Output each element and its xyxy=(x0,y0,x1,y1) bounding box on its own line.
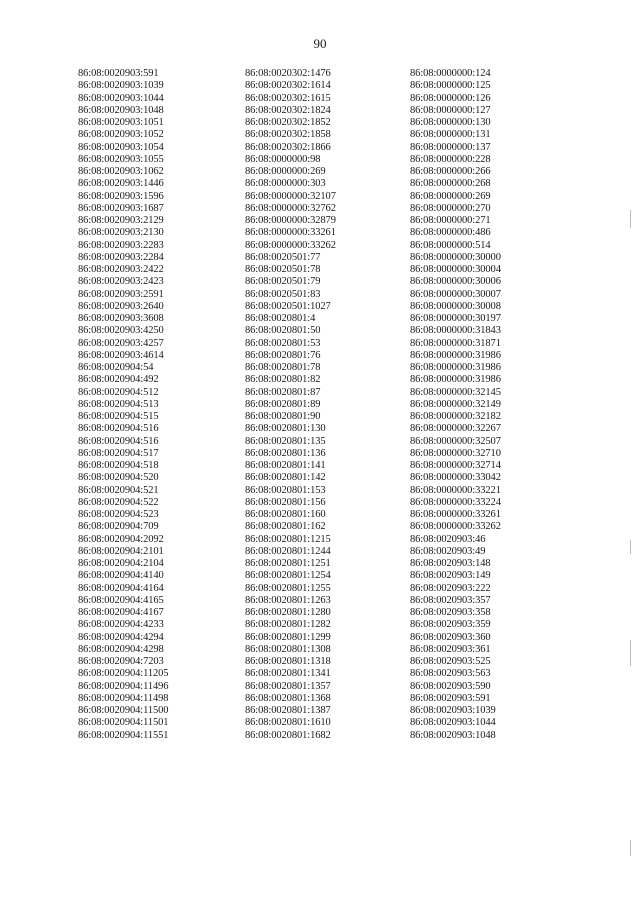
list-item: 86:08:0020801:160 xyxy=(245,509,326,520)
list-item: 86:08:0020801:87 xyxy=(245,386,321,398)
list-item: 86:08:0020903:1055 xyxy=(78,153,164,165)
scan-edge-mark xyxy=(630,210,631,228)
list-item: 86:08:0000000:137 xyxy=(410,141,491,153)
list-item: 86:08:0020904:4294 xyxy=(78,631,164,643)
list-item: 86:08:0020903:1051 xyxy=(78,117,164,128)
list-item: 86:08:0020903:222 xyxy=(410,582,491,594)
list-item: 86:08:0000000:31843 xyxy=(410,325,501,337)
list-item: 86:08:0020903:1687 xyxy=(78,202,164,214)
list-item: 86:08:0020801:90 xyxy=(245,411,321,422)
list-item: 86:08:0020801:153 xyxy=(245,484,326,496)
list-item: 86:08:0000000:130 xyxy=(410,117,491,128)
list-item: 86:08:0020903:149 xyxy=(410,570,491,582)
list-item: 86:08:0020801:50 xyxy=(245,325,321,337)
list-item: 86:08:0000000:32714 xyxy=(410,460,501,471)
list-item: 86:08:0000000:32145 xyxy=(410,386,501,398)
list-item: 86:08:0020903:1039 xyxy=(410,705,496,716)
list-item: 86:08:0000000:33261 xyxy=(410,509,501,520)
cadastral-number-list xyxy=(78,68,598,868)
list-item: 86:08:0020801:135 xyxy=(245,435,326,447)
list-item: 86:08:0020903:148 xyxy=(410,558,491,569)
list-item: 86:08:0020904:518 xyxy=(78,460,159,471)
list-item: 86:08:0020903:2284 xyxy=(78,251,164,263)
list-item: 86:08:0020801:1244 xyxy=(245,545,331,557)
list-item: 86:08:0000000:33262 xyxy=(245,239,336,251)
column-3 xyxy=(410,68,580,742)
list-item: 86:08:0000000:31986 xyxy=(410,362,501,373)
list-item: 86:08:0020801:1254 xyxy=(245,570,331,582)
list-item: 86:08:0020904:11500 xyxy=(78,705,169,716)
list-item: 86:08:0020903:591 xyxy=(410,692,491,704)
list-item: 86:08:0020801:1308 xyxy=(245,643,331,655)
list-item: 86:08:0020801:4 xyxy=(245,313,316,324)
list-item: 86:08:0020904:11501 xyxy=(78,717,169,729)
list-item: 86:08:0020903:2129 xyxy=(78,215,164,226)
list-item: 86:08:0020801:1280 xyxy=(245,607,331,618)
list-item: 86:08:0000000:30008 xyxy=(410,300,501,312)
list-item: 86:08:0020801:1610 xyxy=(245,717,331,729)
list-item: 86:08:0000000:33042 xyxy=(410,472,501,484)
list-item: 86:08:0020903:360 xyxy=(410,631,491,643)
list-item: 86:08:0020801:1318 xyxy=(245,656,331,667)
list-item: 86:08:0000000:31871 xyxy=(410,337,501,349)
list-item: 86:08:0020801:1299 xyxy=(245,631,331,643)
column-1 xyxy=(78,68,248,742)
list-item: 86:08:0020801:1387 xyxy=(245,705,331,716)
list-item: 86:08:0020801:1682 xyxy=(245,729,331,741)
list-item: 86:08:0020904:4298 xyxy=(78,643,164,655)
list-item: 86:08:0020903:2130 xyxy=(78,227,164,239)
list-item: 86:08:0020302:1614 xyxy=(245,80,331,92)
list-item: 86:08:0020903:46 xyxy=(410,533,486,545)
list-item: 86:08:0020903:361 xyxy=(410,643,491,655)
list-item: 86:08:0000000:131 xyxy=(410,129,491,141)
list-item: 86:08:0020501:79 xyxy=(245,276,321,288)
page-number: 90 xyxy=(313,36,327,51)
list-item: 86:08:0020801:141 xyxy=(245,460,326,471)
list-item: 86:08:0020903:1446 xyxy=(78,178,164,190)
list-item: 86:08:0000000:266 xyxy=(410,166,491,177)
list-item: 86:08:0000000:303 xyxy=(245,178,326,190)
list-item: 86:08:0020801:1251 xyxy=(245,558,331,569)
list-item: 86:08:0000000:30000 xyxy=(410,251,501,263)
list-item: 86:08:0020904:4165 xyxy=(78,594,164,606)
list-item: 86:08:0020302:1615 xyxy=(245,92,331,104)
list-item: 86:08:0000000:32507 xyxy=(410,435,501,447)
list-item: 86:08:0020801:136 xyxy=(245,447,326,459)
list-item: 86:08:0020904:11498 xyxy=(78,692,169,704)
list-item: 86:08:0020903:1048 xyxy=(410,729,496,741)
list-item: 86:08:0020801:142 xyxy=(245,472,326,484)
scan-edge-mark xyxy=(630,540,631,554)
list-item: 86:08:0020903:1039 xyxy=(78,80,164,92)
list-item: 86:08:0020904:517 xyxy=(78,447,159,459)
list-item: 86:08:0000000:32107 xyxy=(245,190,336,202)
list-item: 86:08:0020501:1027 xyxy=(245,300,331,312)
list-item: 86:08:0020904:521 xyxy=(78,484,159,496)
scan-edge-mark xyxy=(630,640,631,666)
list-item: 86:08:0020903:563 xyxy=(410,668,491,680)
list-item: 86:08:0020904:516 xyxy=(78,435,159,447)
list-item: 86:08:0020903:4250 xyxy=(78,325,164,337)
list-item: 86:08:0020903:1044 xyxy=(410,717,496,729)
list-item: 86:08:0020903:2640 xyxy=(78,300,164,312)
list-item: 86:08:0000000:32182 xyxy=(410,411,501,422)
list-item: 86:08:0020801:78 xyxy=(245,362,321,373)
list-item: 86:08:0020801:1255 xyxy=(245,582,331,594)
list-item: 86:08:0020801:130 xyxy=(245,423,326,435)
list-item: 86:08:0000000:33224 xyxy=(410,496,501,508)
list-item: 86:08:0020501:78 xyxy=(245,264,321,275)
list-item: 86:08:0020903:358 xyxy=(410,607,491,618)
list-item: 86:08:0000000:269 xyxy=(245,166,326,177)
list-item: 86:08:0020801:1368 xyxy=(245,692,331,704)
list-item: 86:08:0000000:33262 xyxy=(410,521,501,533)
list-item: 86:08:0020903:2422 xyxy=(78,264,164,275)
list-item: 86:08:0020904:492 xyxy=(78,374,159,386)
list-item: 86:08:0020903:359 xyxy=(410,619,491,631)
list-item: 86:08:0000000:31986 xyxy=(410,349,501,361)
list-item: 86:08:0020903:1052 xyxy=(78,129,164,141)
list-item: 86:08:0020801:156 xyxy=(245,496,326,508)
list-item: 86:08:0020904:523 xyxy=(78,509,159,520)
list-item: 86:08:0020904:2092 xyxy=(78,533,164,545)
list-item: 86:08:0020302:1824 xyxy=(245,104,331,116)
list-item: 86:08:0020903:1062 xyxy=(78,166,164,177)
list-item: 86:08:0020903:590 xyxy=(410,680,491,692)
list-item: 86:08:0000000:271 xyxy=(410,215,491,226)
list-item: 86:08:0020903:4614 xyxy=(78,349,164,361)
list-item: 86:08:0020904:4233 xyxy=(78,619,164,631)
list-item: 86:08:0000000:127 xyxy=(410,104,491,116)
list-item: 86:08:0020801:82 xyxy=(245,374,321,386)
list-item: 86:08:0000000:30007 xyxy=(410,288,501,300)
list-item: 86:08:0020904:512 xyxy=(78,386,159,398)
list-item: 86:08:0000000:32762 xyxy=(245,202,336,214)
list-item: 86:08:0000000:32267 xyxy=(410,423,501,435)
list-item: 86:08:0000000:32710 xyxy=(410,447,501,459)
list-item: 86:08:0020904:2101 xyxy=(78,545,164,557)
list-item: 86:08:0020801:76 xyxy=(245,349,321,361)
list-item: 86:08:0000000:31986 xyxy=(410,374,501,386)
list-item: 86:08:0020801:89 xyxy=(245,398,321,410)
list-item: 86:08:0020801:162 xyxy=(245,521,326,533)
list-item: 86:08:0020904:54 xyxy=(78,362,154,373)
list-item: 86:08:0000000:270 xyxy=(410,202,491,214)
list-item: 86:08:0020801:1282 xyxy=(245,619,331,631)
list-item: 86:08:0020903:1048 xyxy=(78,104,164,116)
list-item: 86:08:0020903:4257 xyxy=(78,337,164,349)
list-item: 86:08:0020903:1054 xyxy=(78,141,164,153)
list-item: 86:08:0000000:33221 xyxy=(410,484,501,496)
list-item: 86:08:0000000:30006 xyxy=(410,276,501,288)
list-item: 86:08:0000000:268 xyxy=(410,178,491,190)
list-item: 86:08:0020903:591 xyxy=(78,68,159,79)
list-item: 86:08:0020904:2104 xyxy=(78,558,164,569)
list-item: 86:08:0020903:525 xyxy=(410,656,491,667)
list-item: 86:08:0000000:269 xyxy=(410,190,491,202)
list-item: 86:08:0020501:83 xyxy=(245,288,321,300)
list-item: 86:08:0020904:4164 xyxy=(78,582,164,594)
list-item: 86:08:0020903:1044 xyxy=(78,92,164,104)
list-item: 86:08:0020904:513 xyxy=(78,398,159,410)
list-item: 86:08:0020903:49 xyxy=(410,545,486,557)
list-item: 86:08:0020501:77 xyxy=(245,251,321,263)
list-item: 86:08:0000000:228 xyxy=(410,153,491,165)
list-item: 86:08:0020302:1852 xyxy=(245,117,331,128)
list-item: 86:08:0000000:32879 xyxy=(245,215,336,226)
list-item: 86:08:0020903:2283 xyxy=(78,239,164,251)
list-item: 86:08:0020801:1357 xyxy=(245,680,331,692)
list-item: 86:08:0020903:2591 xyxy=(78,288,164,300)
list-item: 86:08:0020904:7203 xyxy=(78,656,164,667)
list-item: 86:08:0020904:11551 xyxy=(78,729,169,741)
scan-edge-mark xyxy=(630,840,631,856)
list-item: 86:08:0020302:1866 xyxy=(245,141,331,153)
list-item: 86:08:0020801:1341 xyxy=(245,668,331,680)
list-item: 86:08:0020904:520 xyxy=(78,472,159,484)
list-item: 86:08:0020903:2423 xyxy=(78,276,164,288)
list-item: 86:08:0020904:11205 xyxy=(78,668,169,680)
list-item: 86:08:0000000:98 xyxy=(245,153,321,165)
list-item: 86:08:0020801:1215 xyxy=(245,533,331,545)
list-item: 86:08:0000000:33261 xyxy=(245,227,336,239)
list-item: 86:08:0000000:126 xyxy=(410,92,491,104)
list-item: 86:08:0020904:516 xyxy=(78,423,159,435)
list-item: 86:08:0020903:3608 xyxy=(78,313,164,324)
list-item: 86:08:0000000:125 xyxy=(410,80,491,92)
list-item: 86:08:0020302:1858 xyxy=(245,129,331,141)
list-item: 86:08:0020904:11496 xyxy=(78,680,169,692)
list-item: 86:08:0020904:4140 xyxy=(78,570,164,582)
list-item: 86:08:0020801:53 xyxy=(245,337,321,349)
list-item: 86:08:0020904:709 xyxy=(78,521,159,533)
list-item: 86:08:0000000:514 xyxy=(410,239,491,251)
list-item: 86:08:0000000:124 xyxy=(410,68,491,79)
list-item: 86:08:0020904:4167 xyxy=(78,607,164,618)
list-item: 86:08:0020904:515 xyxy=(78,411,159,422)
list-item: 86:08:0000000:30004 xyxy=(410,264,501,275)
list-item: 86:08:0020903:357 xyxy=(410,594,491,606)
list-item: 86:08:0000000:32149 xyxy=(410,398,501,410)
list-item: 86:08:0020904:522 xyxy=(78,496,159,508)
list-item: 86:08:0000000:486 xyxy=(410,227,491,239)
column-2 xyxy=(245,68,415,742)
list-item: 86:08:0020302:1476 xyxy=(245,68,331,79)
list-item: 86:08:0000000:30197 xyxy=(410,313,501,324)
list-item: 86:08:0020903:1596 xyxy=(78,190,164,202)
list-item: 86:08:0020801:1263 xyxy=(245,594,331,606)
